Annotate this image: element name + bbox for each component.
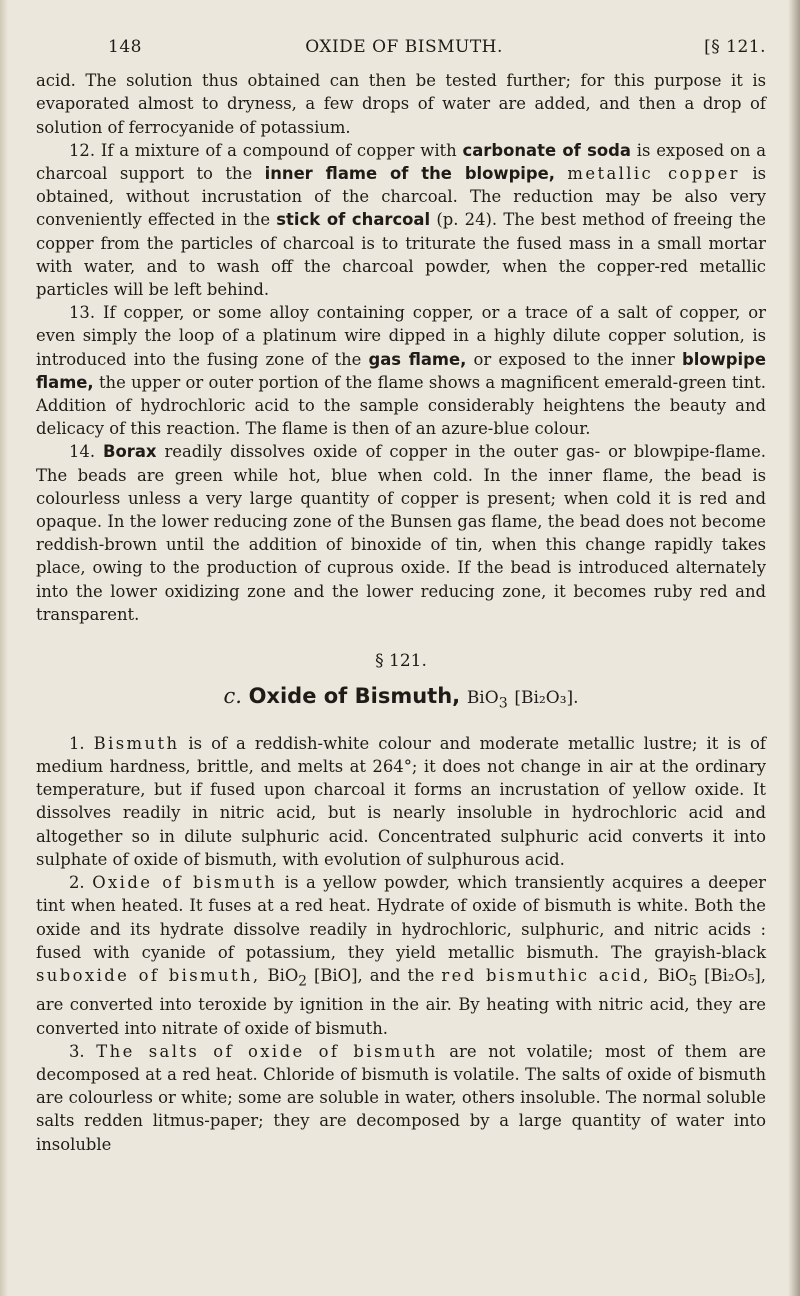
b1-text-c: is of a reddish-white colour and moderate metallic lustre; it is of medium hardness, brittle, and melts at 264°; it does not change in air at the ordinary temperature, but if fused upon charcoal it forms an incrustation of yellow oxide. It dissolves readily in nitric acid, but is nearly insoluble in hydrochloric acid and altogether so in dilute sulphuric acid. Concentrated sulphuric acid converts it into sulphate of oxide of bismuth, with evolution of sulphurous acid. — [36, 733, 766, 869]
b2-text-i: [Bi₂O₅], are converted into teroxide by ignition in the air. By heating with nitric acid, they are converted into nitrate of oxide of bismuth. — [36, 965, 767, 1038]
heading-title: Oxide of Bismuth, — [248, 684, 461, 709]
p12-text-a: 12. If a mixture of a compound of copper with — [69, 140, 463, 160]
paragraph-14 — [36, 440, 766, 626]
b2-suboxide: suboxide of bismuth, — [36, 965, 261, 985]
b2-oxide-of-bismuth: Oxide of bismuth — [92, 873, 278, 893]
p12-inner-flame: inner flame of the blowpipe, — [264, 164, 555, 184]
heading-new-formula: [Bi₂O₃]. — [514, 688, 579, 709]
p12-stick-of-charcoal: stick of charcoal — [276, 210, 431, 230]
p14-text-a: 14. — [69, 442, 104, 462]
p13-text-c: or exposed to the inner — [466, 349, 683, 369]
p13-text-a: 13. If copper, or some alloy containing copper, or a trace of a salt of copper, or even simply the loop of a platinum wire dipped in a highly dilute copper solution, is introduced into the fusing zone of the — [36, 303, 766, 369]
heading-formula-sub: 3 — [498, 695, 508, 712]
page-gutter-shadow — [0, 0, 8, 1296]
p12-carbonate-of-soda: carbonate of soda — [462, 140, 631, 160]
p12-text-f: is obtained, without incrustation of the charcoal. The reduction may be also very conveniently effected in the — [36, 164, 766, 230]
section-heading — [36, 685, 766, 716]
p14-text-c: readily dissolves oxide of copper in the outer gas- or blowpipe-flame. The beads are green while hot, blue when cold. In the inner flame, the bead is colourless unless a very large quantity of copper is present; when cold it is red and opaque. In the lower reducing zone of the Bunsen gas flame, the bead does not become reddish-brown until the addition of binoxide of tin, when this change rapidly takes place, owing to the production of cuprous oxide. If the bead is introduced alternately into the lower oxidizing zone and the lower reducing zone, it becomes ruby red and transparent. — [36, 442, 766, 624]
heading-formula — [466, 688, 508, 712]
b3-text-c: are not volatile; most of them are decomposed at a red heat. Chloride of bismuth is volatile. The salts of oxide of bismuth are colourless or white; some are soluble in water, others insoluble. The normal soluble salts redden litmus-paper; they are decomposed by a large quantity of water into insoluble — [36, 1041, 766, 1154]
section-reference: [§ 121. — [704, 37, 766, 57]
b1-bismuth: Bismuth — [93, 733, 180, 753]
b3-text-a: 3. — [69, 1041, 97, 1061]
p14-borax: Borax — [103, 442, 157, 462]
paragraph-12 — [36, 139, 766, 301]
page-number: 148 — [108, 37, 142, 57]
b2-sub-h: 5 — [688, 973, 698, 990]
p13-text-e: the upper or outer portion of the flame shows a magnificent emerald-green tint. Addition of hydrochloric acid to the sample considerably heightens the beauty and delicacy of this reaction. The flame is then of an azure-blue colour. — [36, 372, 766, 439]
heading-letter: c. — [223, 684, 242, 709]
book-page — [36, 36, 766, 1156]
b2-red-bismuthic-acid: red bismuthic acid, — [441, 965, 651, 985]
paragraph-13 — [36, 301, 766, 440]
b2-text-c: is a yellow powder, which transiently acquires a deeper tint when heated. It fuses at a red heat. Hydrate of oxide of bismuth is white. Both the oxide and its hydrate dissolve readily in hydrochloric, sulphuric, and nitric acids : fused with cyanide of potassium, they yield metallic bismuth. The grayish-black — [36, 873, 766, 962]
p13-gas-flame: gas flame, — [368, 349, 467, 369]
running-title: OXIDE OF BISMUTH. — [305, 37, 503, 57]
b2-text-e: BiO — [260, 965, 299, 985]
b2-text-h: BiO — [650, 965, 689, 985]
p12-text-h: (p. 24). The best method of freeing the copper from the particles of charcoal is to triturate the fused mass in a small mortar with water, and to wash off the charcoal powder, when the copper-red metallic particles will be left behind. — [36, 210, 766, 300]
paragraph-bismuth-3 — [36, 1040, 766, 1156]
heading-formula-base: BiO — [466, 688, 499, 709]
section-mark: § 121. — [375, 651, 427, 672]
running-head — [36, 36, 766, 59]
b1-text-a: 1. — [69, 733, 94, 753]
b2-sub-e: 2 — [298, 973, 307, 990]
page-edge-shadow — [788, 0, 800, 1296]
p12-text-c: is exposed on a charcoal support to the — [36, 140, 766, 184]
p12-metallic-copper: metallic copper — [567, 164, 740, 184]
paragraph-continued: acid. The solution thus obtained can then be tested further; for this purpose it is evaporated almost to dryness, a few drops of water are added, and then a drop of solution of ferrocyanide of potassium. — [36, 71, 766, 137]
paragraph-bismuth-2 — [36, 871, 766, 1040]
paragraph-bismuth-1 — [36, 732, 766, 871]
b2-text-a: 2. — [69, 873, 93, 893]
b3-salts-of-oxide: The salts of oxide of bismuth — [96, 1041, 438, 1061]
p13-blowpipe-flame: blowpipe flame, — [36, 349, 767, 392]
b2-text-f: [BiO], and the — [306, 965, 442, 985]
